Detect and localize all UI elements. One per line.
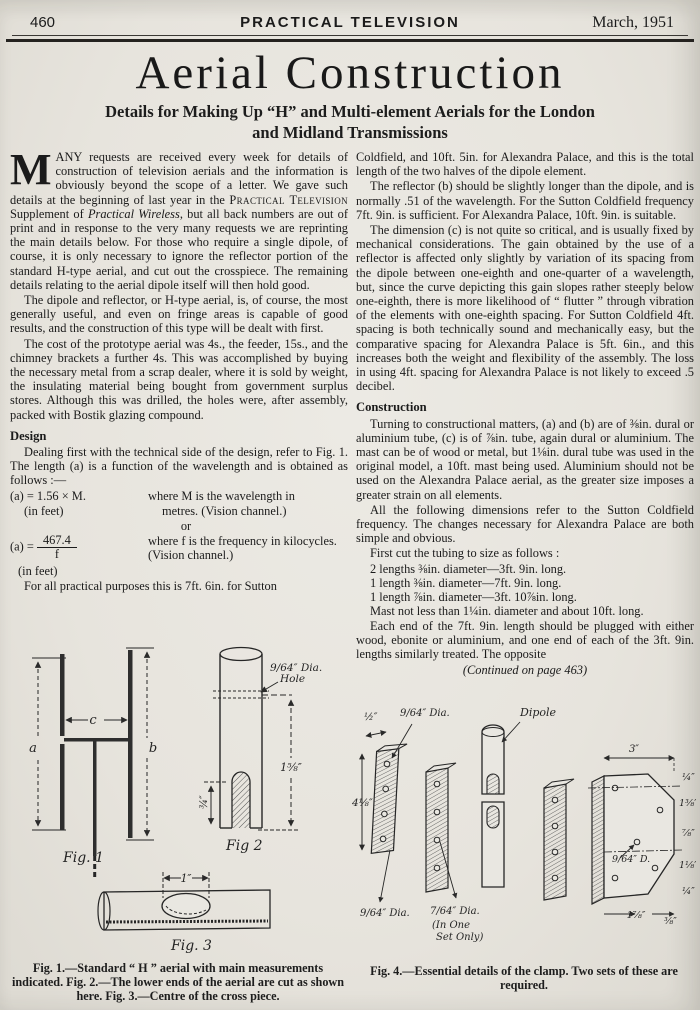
fig4-dim-height: 4⅛″: [352, 797, 373, 809]
fig2-label: Fig 2: [226, 838, 263, 854]
formula-2-units-row: [10, 564, 348, 578]
paragraph: All the following dimensions refer to the Sutton Coldfield frequency. The changes necessary for Alexandra Palace are both simple and obvious.: [356, 502, 694, 546]
paragraph: First cut the tubing to size as follows :: [370, 546, 560, 561]
fig4-clamp-plate-2: [426, 763, 456, 898]
fig3-cross-piece: [98, 872, 270, 954]
drop-cap: M: [10, 145, 52, 194]
paragraph: The dimension (c) is not quite so critical, and is usually fixed by mechanical considerations. The gain obtained by the use of a reflector is affected only slightly by variation of its spacing from the dipole between one-eighth and one-quarter of a wavelength, but, since the curve depicting this gain slopes rather steeply below one-eighth, there is more likelihood of “ flutter ” through vibration of the elements with one-eighth spacing. For Sutton Coldfield 4ft. spacing is both technically sound and mechanically easy, but the comparative spacing for Alexandra Palace is 5ft. 6in., and this increases both the weight and flexibility of the assembly. The loss in using 4ft. spacing for Alexandra Palace is not likely to exceed .5 decibel.: [356, 223, 694, 394]
intro-paragraph: [10, 145, 349, 292]
formula-1-units-row: [10, 504, 348, 518]
fig4-dipole-label: Dipole: [520, 706, 557, 719]
paragraph: Turning to constructional matters, (a) and (b) are of ⅜in. dural or aluminium tube, (c) is of ⅞in. tube, again dural or aluminium. The mast can be of wood or metal, but 1⅛in. dural tube was used in the original model, a 10ft. mast being used. Aluminium should not be used on the Alexandra Palace aerial, as the greater size imposes a greater strain on all elements.: [356, 416, 694, 502]
practical-wireless-italic: Practical Wireless: [87, 206, 180, 221]
fig1-dim-c: c: [89, 713, 97, 728]
fig4-dim-three8: ⅜″: [664, 916, 677, 927]
fig4-dim-one78: 1⅞″: [626, 910, 646, 921]
fig4-dim-three: 3″: [628, 744, 640, 755]
fig4-dim-seven8: ⅞″: [682, 828, 695, 839]
fig2-dim-right: 1⅝″: [280, 761, 302, 774]
fraction-numerator: 467.4: [37, 534, 77, 548]
intro-seg-1: ANY requests are received every week for details of construction of television aerials and the information is obviously beyond the scope of a letter. We gave such details at the beginning of last year in the: [10, 150, 348, 207]
running-header: [0, 12, 700, 36]
cutting-list-item: 1 length ⅜in. diameter—7ft. 9in. long.: [370, 575, 562, 590]
fig2-hole-dia-label: 9/64″ Dia.: [270, 662, 323, 674]
fig4-dia-d: 9/64″ D.: [612, 854, 651, 865]
fig2-tube-end: [199, 648, 322, 855]
fig4-one-set-line2: Set Only): [436, 932, 484, 943]
figures-1-2-3-drawing: [8, 640, 348, 958]
fig4-dim-one18: 1⅛″: [679, 860, 696, 871]
paragraph: The dipole and reflector, or H-type aerial, is, of course, the most generally useful, and even on fringe areas is capable of good results, and the construction of this type will be dealt with first.: [10, 293, 348, 336]
figure-4: [352, 702, 696, 963]
cutting-list-item: 2 lengths ⅜in. diameter—3ft. 9in. long.: [370, 561, 567, 576]
cutting-list-item: 1 length ⅞in. diameter—3ft. 10⅞in. long.: [370, 590, 577, 605]
publication-smallcaps: Practical Television: [229, 192, 349, 207]
continued-note: (Continued on page 463): [462, 663, 588, 678]
formula-2-units: (in feet): [18, 563, 58, 578]
fig2-hole-word: Hole: [280, 673, 306, 685]
figs123-caption: Fig. 1.—Standard “ H ” aerial with main measurements indicated. Fig. 2.—The lower ends of the aerial are cut as shown here. Fig. 3.—Centre of the cross piece.: [12, 961, 344, 1003]
or-separator: or: [180, 519, 192, 534]
formula-2-pre: (a) =: [10, 539, 34, 554]
right-column: [356, 150, 694, 677]
fig4-caption: Fig. 4.—Essential details of the clamp. Two sets of these are required.: [370, 964, 678, 992]
paragraph: Coldfield, and 10ft. 5in. for Alexandra Palace, and this is the total length of the two halves of the dipole element.: [356, 150, 694, 179]
paragraph: Dealing first with the technical side of the design, refer to Fig. 1. The length (a) is a function of the wavelength and is obtained as follows :—: [10, 445, 348, 488]
intro-seg-3: , but all back numbers are out of print and in response to the very many requests we are reprinting the main details below. For those who require a single dipole, of course, it is only necessary to ignore the reflector portion of the standard H-type aerial, and cut out the crosspiece. The remaining details relating to the aerial dipole itself will then hold good.: [10, 206, 348, 292]
fig4-dim-one38: 1⅜″: [679, 798, 696, 809]
header-rule-thin: [12, 35, 688, 36]
formula-1-rhs2: metres. (Vision channel.): [162, 503, 287, 518]
fig4-dim-quarter1: ¼″: [682, 772, 695, 783]
fig4-dia-764: 7/64″ Dia.: [430, 906, 480, 917]
fig3-dim: 1″: [180, 872, 192, 885]
fig2-dim-slot: ¾″: [199, 795, 210, 809]
header-rule-thick: [6, 39, 694, 42]
left-column: [10, 145, 349, 594]
page-number: 460: [30, 14, 56, 31]
article-title: Aerial Construction: [135, 47, 565, 99]
figure-4-drawing: [352, 702, 696, 958]
cutting-list-item: Mast not less than 1¼in. diameter and about 10ft. long.: [370, 604, 644, 619]
formula-1: [10, 489, 348, 503]
issue-date: March, 1951: [592, 14, 674, 31]
formula-1-lhs: (a) = 1.56 × M.: [10, 488, 86, 503]
paragraph: The reflector (b) should be slightly longer than the dipole, and is normally .51 of the wavelength. For the Sutton Coldfield frequency 7ft. 9in. is sufficient. For Alexandra Palace, 10ft. 9in. is suitable.: [356, 179, 694, 222]
paragraph: Each end of the 7ft. 9in. length should be plugged with either wood, ebonite or aluminium, and one end of each of the 3ft. 9in. lengths similarly treated. The opposite: [356, 618, 694, 661]
formula-2-fraction: [37, 534, 77, 561]
article-subtitle-line1: Details for Making Up “H” and Multi-element Aerials for the London: [105, 102, 595, 121]
publication-name: PRACTICAL TELEVISION: [240, 14, 460, 31]
fig1-dim-a: a: [29, 741, 37, 756]
construction-heading: Construction: [356, 400, 427, 415]
fraction-denominator: f: [54, 547, 59, 562]
design-heading: Design: [10, 428, 47, 443]
fig3-label: Fig. 3: [171, 938, 212, 954]
formula-2-lhs: [10, 534, 148, 562]
fig4-clamp-plate-4: [588, 758, 682, 914]
fig4-clamp-plate-3: [544, 779, 574, 900]
formula-2-rhs: [148, 534, 348, 562]
paragraph: For all practical purposes this is 7ft. 6in. for Sutton: [24, 578, 277, 593]
fig4-dipole-tube: [482, 722, 520, 887]
formula-2-rhs2: (Vision channel.): [148, 548, 234, 563]
paragraph: The cost of the prototype aerial was 4s., the feeder, 15s., and the chimney brackets a further 4s. This was accomplished by buying the necessary metal from a scrap dealer, where it is sold by weight, the insulating material being bought from government surplus stores. Although this was drilled, the holes were, after assembly, packed with Bostik glazing compound.: [10, 336, 348, 422]
formula-1-units: (in feet): [24, 503, 64, 518]
fig1-dim-b: b: [148, 741, 158, 756]
formula-2-rhs1: where f is the frequency in kilocycles.: [148, 534, 337, 549]
fig4-dim-half: ½″: [364, 712, 378, 723]
fig1-label: Fig. 1: [63, 850, 104, 866]
fig4-dim-quarter2: ¼″: [682, 886, 695, 897]
formula-2: [10, 534, 348, 562]
fig1-h-aerial: [29, 648, 157, 880]
fig4-one-set-line1: (In One: [432, 920, 471, 931]
formula-1-rhs: where M is the wavelength in: [148, 488, 295, 503]
article-subtitle-line2: and Midland Transmissions: [252, 123, 448, 142]
intro-seg-2: Supplement of: [10, 206, 88, 221]
fig4-clamp-plate-1: [371, 742, 407, 854]
fig4-dia-bottom: 9/64″ Dia.: [360, 908, 410, 919]
figures-1-2-3: [8, 640, 348, 963]
fig4-dia-top: 9/64″ Dia.: [400, 708, 450, 719]
